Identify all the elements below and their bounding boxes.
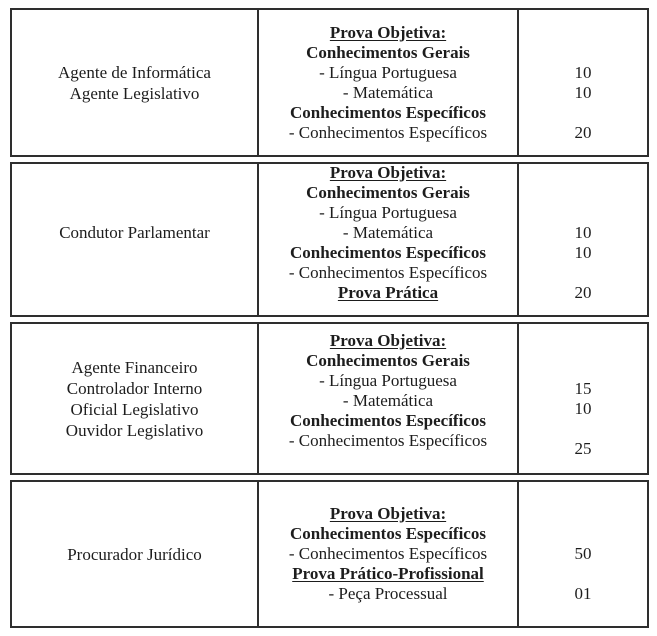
position-name: Agente Legislativo bbox=[69, 83, 200, 103]
points-value: 50 bbox=[574, 544, 592, 563]
exam-subject-group: Conhecimentos Gerais bbox=[306, 42, 470, 62]
positions-cell bbox=[12, 324, 259, 473]
points-value: 10 bbox=[574, 222, 592, 242]
exam-stack bbox=[259, 164, 517, 303]
points-cell bbox=[519, 164, 647, 315]
positions-stack bbox=[12, 222, 257, 243]
exam-stack bbox=[259, 504, 517, 604]
exam-section-heading: Prova Objetiva: bbox=[329, 504, 447, 523]
points-blank bbox=[519, 263, 647, 283]
exam-subject: - Matemática bbox=[342, 222, 434, 242]
exam-subject: - Língua Portuguesa bbox=[319, 370, 457, 390]
exam-section-heading: Prova Prático-Profissional bbox=[292, 564, 484, 583]
exam-section-heading: Prova Objetiva: bbox=[329, 330, 447, 350]
points-value: 10 bbox=[574, 398, 592, 418]
points-blank bbox=[519, 564, 647, 584]
points-blank bbox=[519, 339, 647, 359]
exam-structure-cell bbox=[259, 482, 519, 626]
points-blank bbox=[519, 524, 647, 544]
points-value: 10 bbox=[574, 62, 592, 82]
points-value: 25 bbox=[574, 438, 592, 458]
exam-structure-cell bbox=[259, 10, 519, 155]
points-cell bbox=[519, 482, 647, 626]
exam-subject-group: Conhecimentos Específicos bbox=[290, 524, 486, 543]
points-stack bbox=[519, 23, 647, 143]
points-blank bbox=[519, 203, 647, 223]
exam-subject: - Conhecimentos Específicos bbox=[288, 544, 488, 563]
exam-table bbox=[10, 8, 649, 628]
table-row bbox=[10, 322, 649, 475]
position-name: Ouvidor Legislativo bbox=[65, 420, 204, 440]
exam-structure-cell bbox=[259, 324, 519, 473]
exam-section-heading: Prova Prática bbox=[337, 282, 439, 302]
points-value: 10 bbox=[574, 82, 592, 102]
points-stack bbox=[519, 339, 647, 459]
exam-structure-cell bbox=[259, 164, 519, 315]
points-blank bbox=[519, 43, 647, 63]
points-value: 15 bbox=[574, 378, 592, 398]
exam-subject: - Peça Processual bbox=[328, 584, 448, 603]
points-blank bbox=[519, 419, 647, 439]
points-stack bbox=[519, 504, 647, 604]
exam-subject: - Conhecimentos Específicos bbox=[288, 430, 488, 450]
points-stack bbox=[519, 164, 647, 303]
exam-subject-group: Conhecimentos Gerais bbox=[306, 182, 470, 202]
points-cell bbox=[519, 324, 647, 473]
exam-subject: - Matemática bbox=[342, 82, 434, 102]
positions-stack bbox=[12, 357, 257, 441]
points-value: 10 bbox=[574, 242, 592, 262]
points-blank bbox=[519, 359, 647, 379]
points-blank bbox=[519, 164, 647, 183]
points-cell bbox=[519, 10, 647, 155]
exam-subject-group: Conhecimentos Específicos bbox=[290, 410, 486, 430]
exam-stack bbox=[259, 331, 517, 451]
position-name: Controlador Interno bbox=[66, 378, 203, 398]
exam-section-heading: Prova Objetiva: bbox=[329, 164, 447, 182]
table-row bbox=[10, 480, 649, 628]
exam-subject: - Conhecimentos Específicos bbox=[288, 262, 488, 282]
exam-stack bbox=[259, 23, 517, 143]
points-blank bbox=[519, 504, 647, 524]
positions-stack bbox=[12, 544, 257, 565]
position-name: Condutor Parlamentar bbox=[59, 223, 210, 242]
position-name: Oficial Legislativo bbox=[70, 399, 199, 419]
position-name: Agente Financeiro bbox=[71, 357, 198, 377]
exam-subject-group: Conhecimentos Gerais bbox=[306, 350, 470, 370]
positions-stack bbox=[12, 62, 257, 104]
points-value: 20 bbox=[574, 282, 592, 302]
positions-cell bbox=[12, 164, 259, 315]
points-value: 01 bbox=[574, 584, 592, 603]
table-row bbox=[10, 162, 649, 317]
exam-subject-group: Conhecimentos Específicos bbox=[290, 242, 486, 262]
points-value: 20 bbox=[574, 122, 592, 142]
exam-subject: - Língua Portuguesa bbox=[319, 202, 457, 222]
position-name: Agente de Informática bbox=[58, 62, 211, 82]
exam-subject-group: Conhecimentos Específicos bbox=[290, 102, 486, 122]
points-blank bbox=[519, 103, 647, 123]
points-blank bbox=[519, 183, 647, 203]
exam-subject: - Língua Portuguesa bbox=[319, 62, 457, 82]
positions-cell bbox=[12, 10, 259, 155]
position-name: Procurador Jurídico bbox=[67, 544, 202, 564]
points-blank bbox=[519, 23, 647, 43]
exam-subject: - Conhecimentos Específicos bbox=[288, 122, 488, 142]
exam-section-heading: Prova Objetiva: bbox=[329, 22, 447, 42]
exam-subject: - Matemática bbox=[342, 390, 434, 410]
positions-cell bbox=[12, 482, 259, 626]
table-row bbox=[10, 8, 649, 157]
